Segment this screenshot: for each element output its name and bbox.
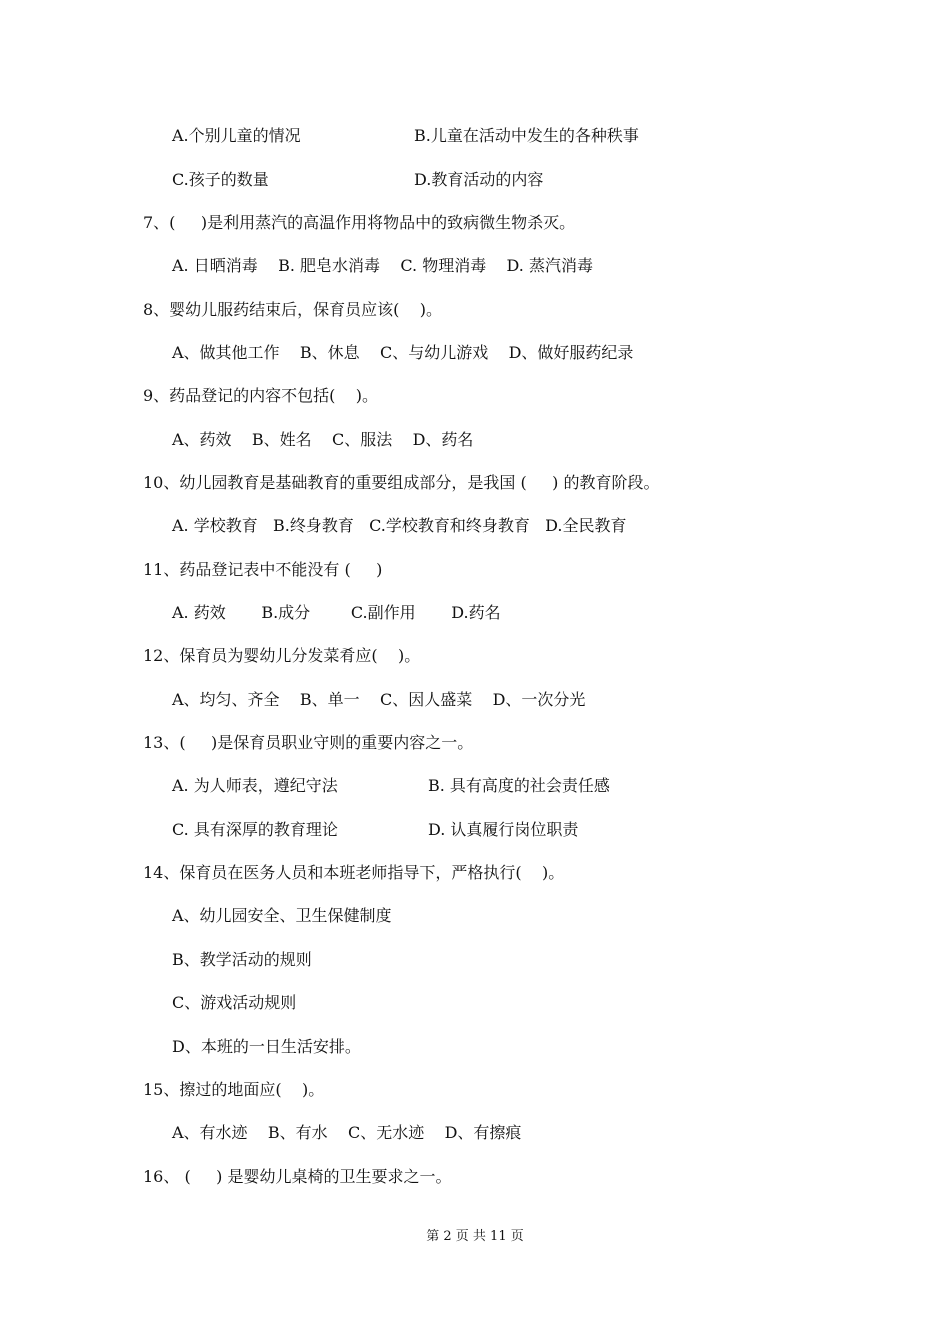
question-9: 9、药品登记的内容不包括( )。 [143, 386, 379, 405]
option-13d: D. 认真履行岗位职责 [428, 820, 579, 839]
option-13c: C. 具有深厚的教育理论 [172, 820, 338, 839]
options-12: A、均匀、齐全 B、单一 C、因人盛菜 D、一次分光 [172, 690, 586, 709]
option-line: D.教育活动的内容 [414, 170, 544, 189]
options-11: A. 药效 B.成分 C.副作用 D.药名 [172, 603, 501, 622]
question-11: 11、药品登记表中不能没有 ( ) [143, 560, 383, 579]
option-line: A.个别儿童的情况 [172, 126, 301, 145]
question-12: 12、保育员为婴幼儿分发菜肴应( )。 [143, 646, 421, 665]
page-footer: 第 2 页 共 11 页 [426, 1229, 524, 1244]
option-14b: B、教学活动的规则 [172, 950, 312, 969]
question-10: 10、幼儿园教育是基础教育的重要组成部分，是我国 ( ) 的教育阶段。 [143, 473, 660, 492]
question-14: 14、保育员在医务人员和本班老师指导下，严格执行( )。 [143, 863, 565, 882]
options-10: A. 学校教育 B.终身教育 C.学校教育和终身教育 D.全民教育 [172, 516, 627, 535]
option-line: C.孩子的数量 [172, 170, 269, 189]
question-16: 16、 ( ) 是婴幼儿桌椅的卫生要求之一。 [143, 1167, 452, 1186]
options-7: A. 日晒消毒 B. 肥皂水消毒 C. 物理消毒 D. 蒸汽消毒 [172, 256, 593, 275]
option-14a: A、幼儿园安全、卫生保健制度 [172, 906, 392, 925]
question-8: 8、婴幼儿服药结束后，保育员应该( )。 [143, 300, 443, 319]
option-13b: B. 具有高度的社会责任感 [428, 776, 610, 795]
options-15: A、有水迹 B、有水 C、无水迹 D、有擦痕 [172, 1123, 522, 1142]
option-13a: A. 为人师表，遵纪守法 [172, 776, 338, 795]
question-13: 13、( )是保育员职业守则的重要内容之一。 [143, 733, 474, 752]
question-15: 15、擦过的地面应( )。 [143, 1080, 325, 1099]
options-9: A、药效 B、姓名 C、服法 D、药名 [172, 430, 474, 449]
options-8: A、做其他工作 B、休息 C、与幼儿游戏 D、做好服药纪录 [172, 343, 634, 362]
option-line: B.儿童在活动中发生的各种秩事 [414, 126, 639, 145]
option-14d: D、本班的一日生活安排。 [172, 1037, 361, 1056]
option-14c: C、游戏活动规则 [172, 993, 297, 1012]
question-7: 7、( )是利用蒸汽的高温作用将物品中的致病微生物杀灭。 [143, 213, 576, 232]
